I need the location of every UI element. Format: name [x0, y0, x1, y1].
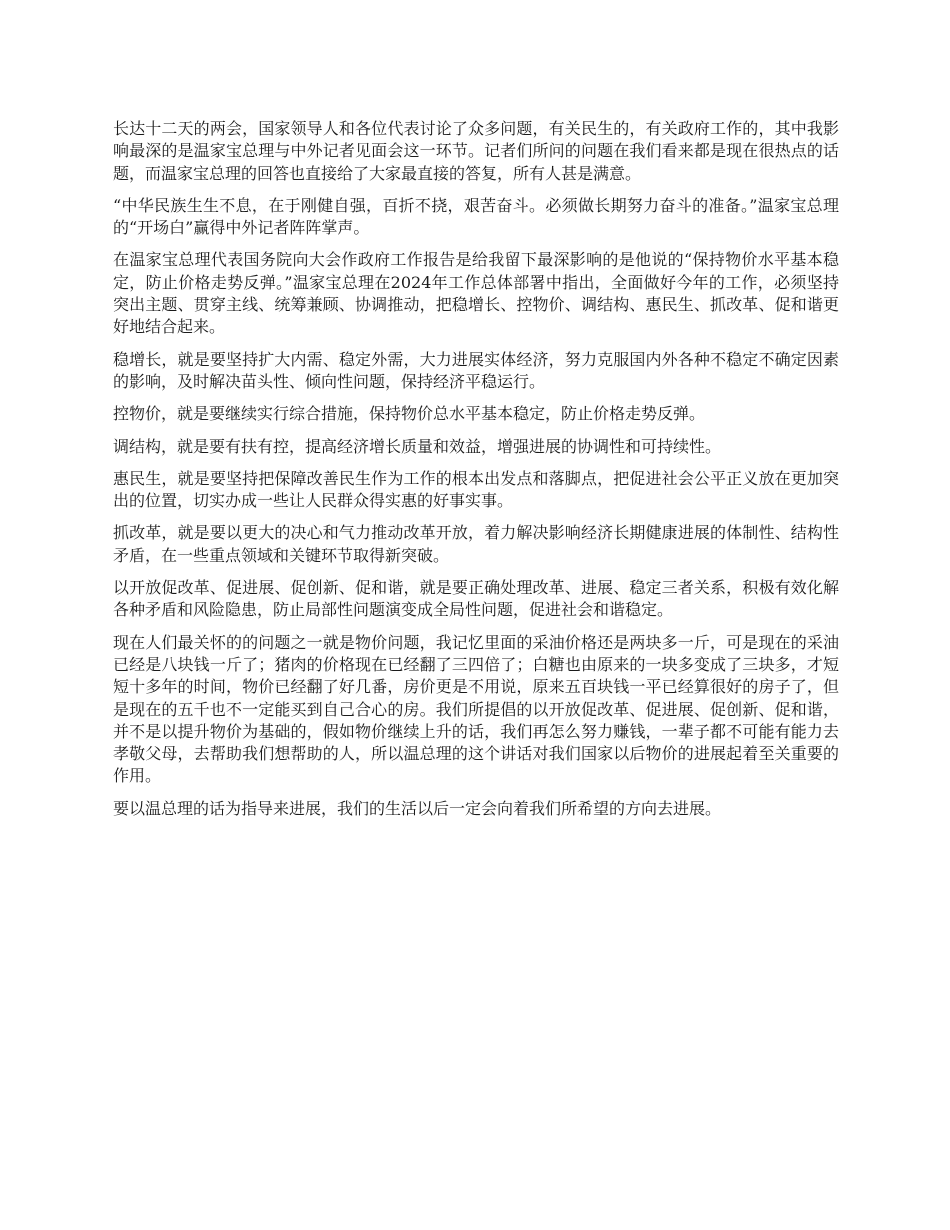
paragraph-11: 要以温总理的话为指导来进展，我们的生活以后一定会向着我们所希望的方向去进展。	[113, 798, 722, 818]
paragraph-10: 现在人们最关怀的的问题之一就是物价问题，我记忆里面的采油价格还是两块多一斤，可是现在的采油已经是八块钱一斤了；猪肉的价格现在已经翻了三四倍了；白糖也由原来的一块多变成了三块多，才短短十多年的时间，物价已经翻了好几番，房价更是不用说，原来五百块钱一平已经算很好的房子了，但是现在的五千也不一定能买到自己合心的房。我们所提倡的以开放促改革、促进展、促创新、促和谐，并不是以提升物价为基础的，假如物价继续上升的话，我们再怎么努力赚钱，一辈子都不可能有能力去孝敬父母，去帮助我们想帮助的人，所以温总理的这个讲话对我们国家以后物价的进展起着至关重要的作用。	[113, 632, 839, 786]
paragraph-3: 在温家宝总理代表国务院向大会作政府工作报告是给我留下最深影响的是他说的“保持物价水平基本稳定，防止价格走势反弹。”温家宝总理在2024年工作总体部署中指出，全面做好今年的工作，必须坚持突出主题、贯穿主线、统筹兼顾、协调推动，把稳增长、控物价、调结构、惠民生、抓改革、促和谐更好地结合起来。	[113, 250, 839, 337]
paragraph-5: 控物价，就是要继续实行综合措施，保持物价总水平基本稳定，防止价格走势反弹。	[113, 404, 706, 424]
paragraph-1: 长达十二天的两会，国家领导人和各位代表讨论了众多问题，有关民生的，有关政府工作的，其中我影响最深的是温家宝总理与中外记者见面会这一环节。记者们所问的问题在我们看来都是现在很热点的话题，而温家宝总理的回答也直接给了大家最直接的答复，所有人甚是满意。	[113, 119, 839, 183]
paragraph-9: 以开放促改革、促进展、促创新、促和谐，就是要正确处理改革、进展、稳定三者关系，积极有效化解各种矛盾和风险隐患，防止局部性问题演变成全局性问题，促进社会和谐稳定。	[113, 578, 839, 620]
paragraph-2: “中华民族生生不息，在于刚健自强，百折不挠，艰苦奋斗。必须做长期努力奋斗的准备。”温家宝总理的“开场白”赢得中外记者阵阵掌声。	[113, 195, 839, 238]
paragraph-6: 调结构，就是要有扶有控，提高经济增长质量和效益，增强进展的协调性和可持续性。	[113, 436, 722, 456]
paragraph-8: 抓改革，就是要以更大的决心和气力推动改革开放，着力解决影响经济长期健康进展的体制性、结构性矛盾，在一些重点领域和关键环节取得新突破。	[113, 523, 839, 565]
paragraph-7: 惠民生，就是要坚持把保障改善民生作为工作的根本出发点和落脚点，把促进社会公平正义放在更加突出的位置，切实办成一些让人民群众得实惠的好事实事。	[113, 468, 839, 511]
document-body	[113, 118, 839, 830]
paragraph-4: 稳增长，就是要坚持扩大内需、稳定外需，大力进展实体经济，努力克服国内外各种不稳定不确定因素的影响，及时解决苗头性、倾向性问题，保持经济平稳运行。	[113, 349, 839, 391]
